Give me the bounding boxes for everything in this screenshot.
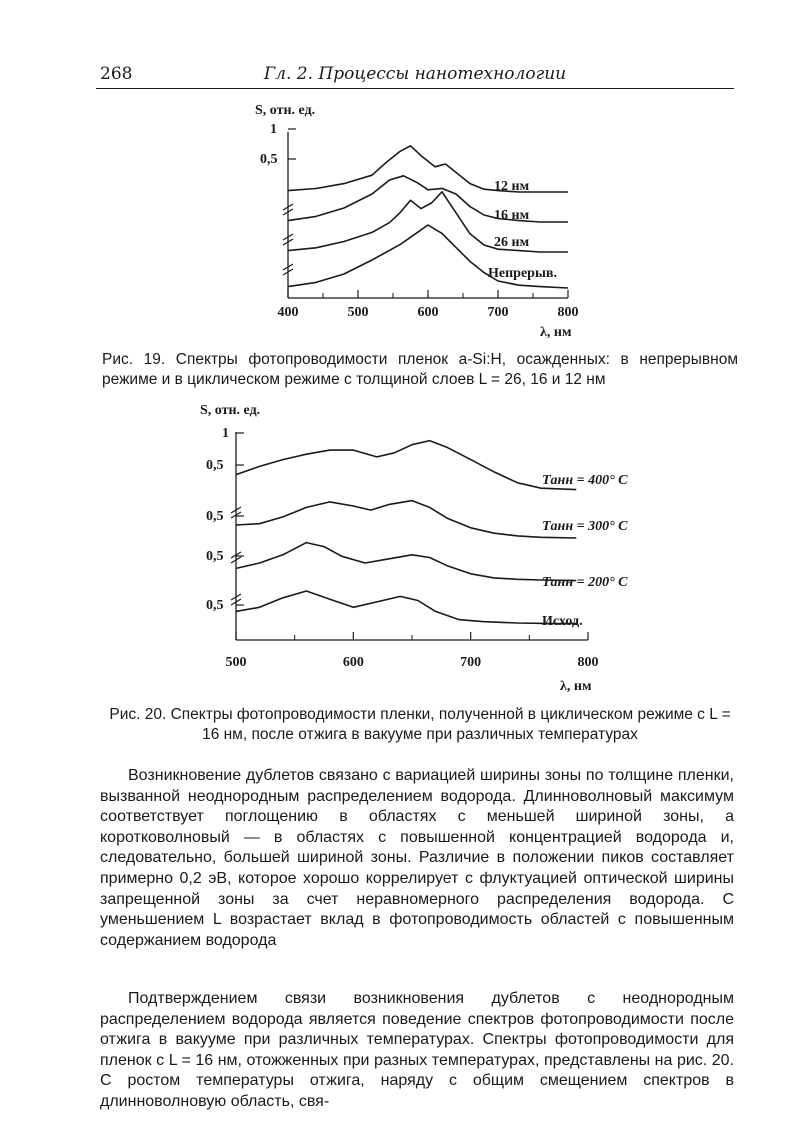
series-label: Tанн = 200° C (542, 575, 628, 590)
y-tick-label: 0,5 (206, 598, 224, 613)
page-number: 268 (100, 64, 133, 84)
series-label: Непрерыв. (488, 266, 557, 281)
figure-19-caption: Рис. 19. Спектры фотопроводимости пленок a-Si:H, осажденных: в непрерывном режиме и в циклическом режиме с толщиной слоев L = 26, 16 и 12 нм (102, 351, 738, 388)
series-label: 26 нм (494, 235, 530, 250)
series-line (236, 501, 576, 538)
x-tick-label: 700 (487, 305, 509, 320)
x-tick-label: 500 (347, 305, 369, 320)
x-tick-label: 800 (557, 305, 579, 320)
x-tick-label: 600 (417, 305, 439, 320)
y-tick-label: 0,5 (206, 458, 224, 473)
running-title: Гл. 2. Процессы нанотехнологии (263, 64, 567, 84)
series-label: Tанн = 300° C (542, 519, 628, 534)
body-paragraph-2: Подтверждением связи возникновения дублетов с неоднородным распределением водорода является поведение спектров фотопроводимости после отжига в вакууме при различных температурах. Спектры фотопроводимости для пленок с L = 16 нм, отожженных при разных температурах, представлены на рис. 20. С ростом температуры отжига, наряду с общим смещением спектров в длинноволновую область, свя- (100, 990, 734, 1110)
y-axis-label: S, отн. ед. (255, 103, 316, 118)
series-line (236, 543, 576, 581)
x-tick-label: 400 (277, 305, 299, 320)
y-tick-label: 0,5 (206, 509, 224, 524)
y-tick-label: 1 (270, 122, 277, 137)
figure-20-caption: Рис. 20. Спектры фотопроводимости пленки, полученной в циклическом режиме с L = 16 нм, после отжига в вакууме при различных температурах (109, 706, 731, 743)
series-label: Исход. (542, 614, 583, 629)
series-label: 16 нм (494, 208, 530, 223)
x-tick-label: 500 (225, 655, 247, 670)
x-tick-label: 800 (577, 655, 599, 670)
y-axis-label: S, отн. ед. (200, 403, 261, 418)
y-tick-label: 0,5 (260, 152, 278, 167)
y-tick-label: 1 (222, 426, 229, 441)
series-line (236, 441, 576, 490)
x-axis-label: λ, нм (560, 679, 592, 694)
x-tick-label: 600 (342, 655, 364, 670)
x-axis-label: λ, нм (540, 325, 572, 340)
series-label: Tанн = 400° C (542, 473, 628, 488)
body-paragraph-1: Возникновение дублетов связано с вариацией ширины зоны по толщине пленки, вызванной неоднородным распределением водорода. Длинноволновый максимум соответствует поглощению в областях с меньшей шириной зоны, а коротковолновый — в областях с повышенной концентрацией водорода и, следовательно, большей шириной зоны. Различие в положении пиков составляет примерно 0,2 эВ, которое хорошо коррелирует с флуктуацией оптической ширины запрещенной зоны за счет неравномерного распределения водорода. С уменьшением L возрастает вклад в фотопроводимость областей с повышенным содержанием водорода (100, 767, 734, 949)
series-label: 12 нм (494, 179, 530, 194)
series-line (236, 591, 576, 624)
x-tick-label: 700 (460, 655, 482, 670)
y-tick-label: 0,5 (206, 549, 224, 564)
